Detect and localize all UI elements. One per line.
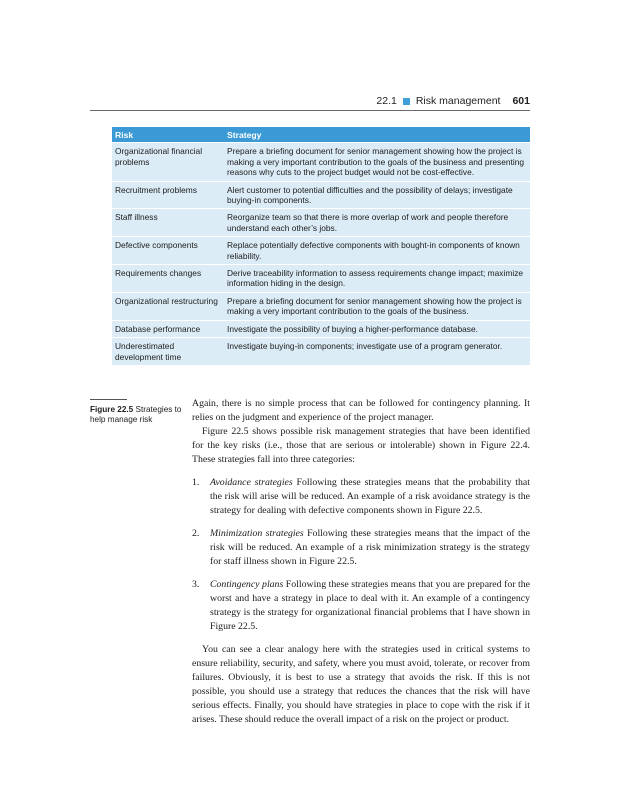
list-text: Following these strategies means that the impact of the risk will be reduced. An example of a risk minimization strategy is the strategy for staff illness shown in Figure 22.5. <box>210 528 530 567</box>
table-row <box>112 320 530 337</box>
list-term: Minimization strategies <box>210 528 304 539</box>
list-term: Contingency plans <box>210 579 284 590</box>
figure-caption-text: Strategies to help manage risk <box>90 405 182 424</box>
list-term: Avoidance strategies <box>210 477 293 488</box>
strategy-cell: Investigate buying-in components; investigate use of a program generator. <box>224 338 530 365</box>
table-row <box>112 209 530 237</box>
risk-strategy-table <box>112 127 530 365</box>
strategy-cell: Alert customer to potential difficulties and the possibility of delays; investigate buying-in components. <box>224 181 530 209</box>
column-header-risk: Risk <box>112 127 224 143</box>
risk-cell: Recruitment problems <box>112 181 224 209</box>
table-row <box>112 292 530 320</box>
table-row <box>112 143 530 181</box>
table-row <box>112 338 530 365</box>
risk-cell: Staff illness <box>112 209 224 237</box>
running-header <box>376 95 530 107</box>
risk-cell: Database performance <box>112 320 224 337</box>
risk-cell: Organizational financial problems <box>112 143 224 181</box>
list-item <box>192 476 530 518</box>
risk-cell: Requirements changes <box>112 265 224 293</box>
figure-caption-rule <box>90 399 127 400</box>
risk-cell: Organizational restructuring <box>112 292 224 320</box>
header-divider <box>90 110 530 111</box>
risk-cell: Defective components <box>112 237 224 265</box>
list-item <box>192 578 530 634</box>
list-number: 3. <box>192 579 200 590</box>
figure-label: Figure 22.5 <box>90 405 134 414</box>
body-text <box>192 397 530 727</box>
risk-cell: Underestimated development time <box>112 338 224 365</box>
figure-caption <box>90 405 182 425</box>
section-title: Risk management <box>415 95 501 107</box>
strategy-cell: Derive traceability information to assess requirements change impact; maximize information hiding in the design. <box>224 265 530 293</box>
table-row <box>112 181 530 209</box>
strategy-cell: Replace potentially defective components with bought-in components of known reliability. <box>224 237 530 265</box>
list-text: Following these strategies means that the probability that the risk will arise will be reduced. An example of a risk avoidance strategy is the strategy for dealing with defective components shown in Figure 22.5. <box>210 477 530 516</box>
strategy-cell: Reorganize team so that there is more overlap of work and people therefore understand each other’s jobs. <box>224 209 530 237</box>
section-number: 22.1 <box>376 95 397 107</box>
list-item <box>192 527 530 569</box>
page-number: 601 <box>512 95 530 107</box>
paragraph: Again, there is no simple process that can be followed for contingency planning. It relies on the judgment and experience of the project manager. <box>192 398 530 423</box>
table-row <box>112 265 530 293</box>
paragraph: You can see a clear analogy here with the strategies used in critical systems to ensure reliability, security, and safety, where you must avoid, tolerate, or recover from failures. Obviously, it is best to use a strategy that avoids the risk. If this is not possible, you should use a strategy that reduces the chances that the risk will have serious effects. Finally, you should have strategies in place to cope with the risk if it arises. These should reduce the overall impact of a risk on the project or product. <box>192 644 530 725</box>
list-number: 2. <box>192 528 200 539</box>
list-text: Following these strategies means that you are prepared for the worst and have a strategy in place to deal with it. An example of a contingency strategy is the strategy for organizational financial problems that I have shown in Figure 22.5. <box>210 579 530 632</box>
strategy-cell: Prepare a briefing document for senior management showing how the project is making a very important contribution to the goals of the business. <box>224 292 530 320</box>
paragraph: Figure 22.5 shows possible risk management strategies that have been identified for the key risks (i.e., those that are serious or intolerable) shown in Figure 22.4. These strategies fall into three categories: <box>192 426 530 465</box>
table-row <box>112 237 530 265</box>
table-header-row <box>112 127 530 143</box>
strategy-category-list <box>192 476 530 634</box>
square-bullet-icon <box>403 98 410 105</box>
strategy-cell: Prepare a briefing document for senior management showing how the project is making a very important contribution to the goals of the business and presenting reasons why cuts to the project budget would not be cost-effective. <box>224 143 530 181</box>
strategy-cell: Investigate the possibility of buying a higher-performance database. <box>224 320 530 337</box>
list-number: 1. <box>192 477 200 488</box>
column-header-strategy: Strategy <box>224 127 530 143</box>
